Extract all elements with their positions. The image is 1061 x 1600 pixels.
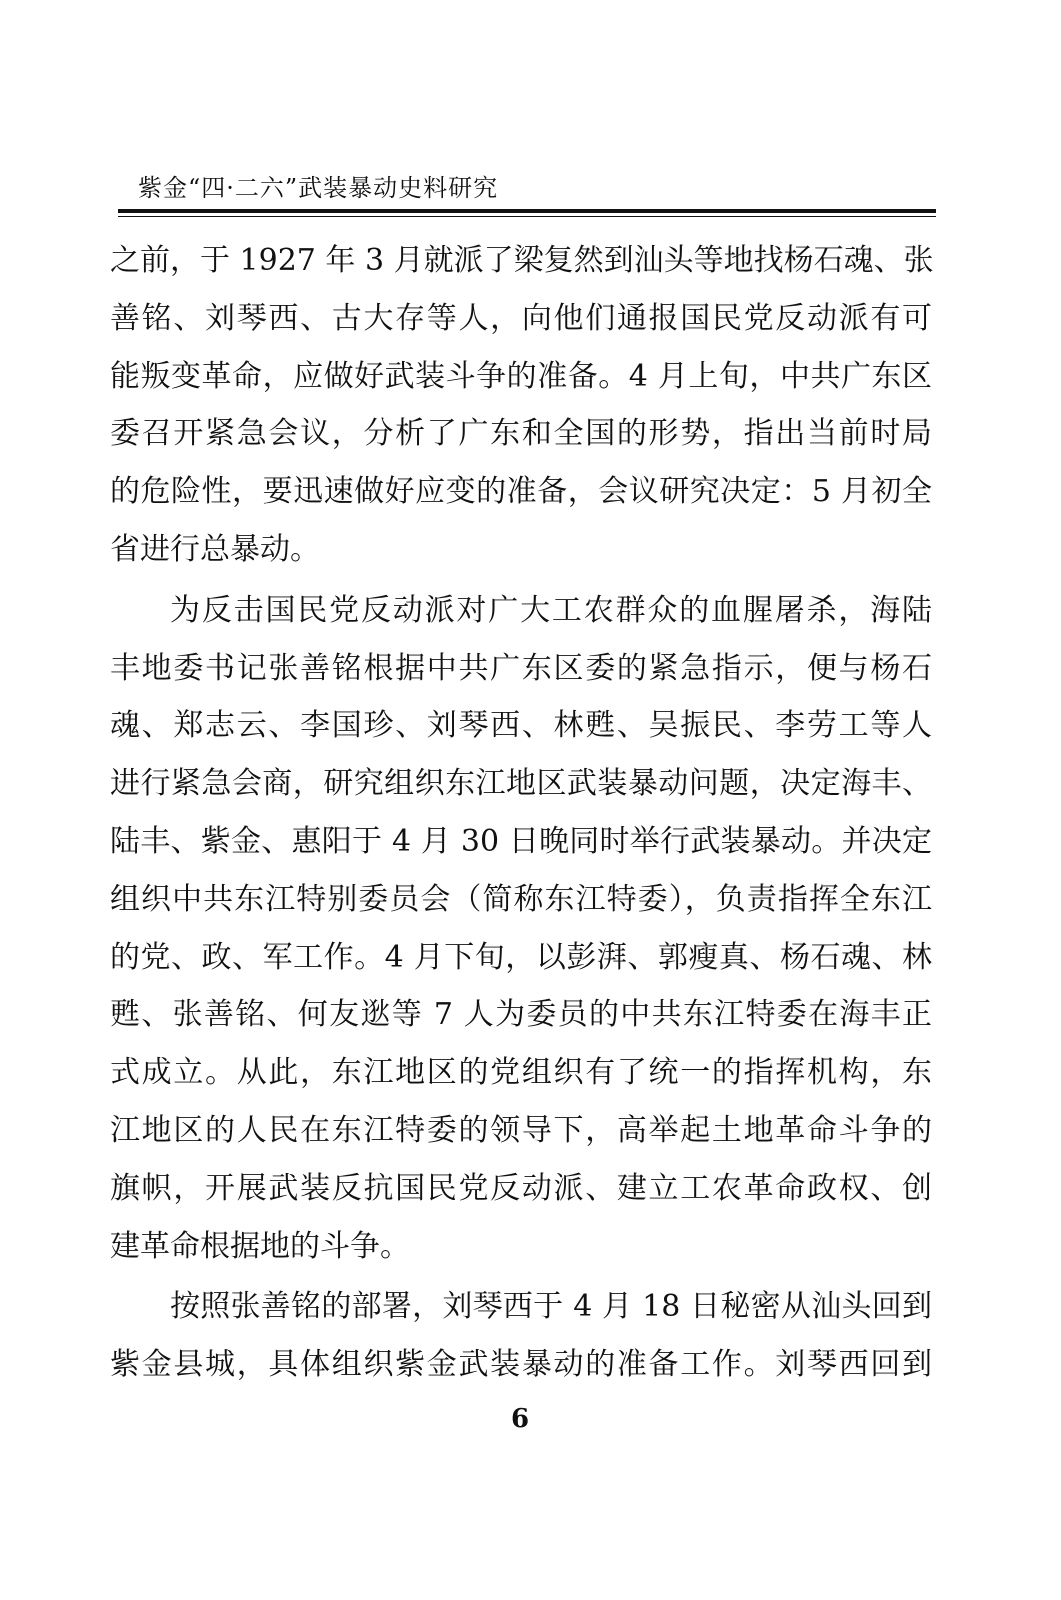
text-line: 甦、张善铭、何友逖等 7 人为委员的中共东江特委在海丰正 <box>110 997 932 1033</box>
text-line: 式成立。从此，东江地区的党组织有了统一的指挥机构，东 <box>110 1055 932 1091</box>
text-line: 委召开紧急会议，分析了广东和全国的形势，指出当前时局 <box>110 416 932 452</box>
text-line: 紫金县城，具体组织紫金武装暴动的准备工作。刘琴西回到 <box>110 1347 932 1383</box>
header-rule-thin <box>118 216 936 217</box>
text-line: 旗帜，开展武装反抗国民党反动派、建立工农革命政权、创 <box>110 1170 932 1206</box>
text-line: 之前，于 1927 年 3 月就派了梁复然到汕头等地找杨石魂、张 <box>110 243 934 278</box>
text-line: 为反击国民党反动派对广大工农群众的血腥屠杀，海陆 <box>170 592 932 628</box>
text-line: 江地区的人民在东江特委的领导下，高举起土地革命斗争的 <box>110 1112 932 1148</box>
text-line: 陆丰、紫金、惠阳于 4 月 30 日晚同时举行武装暴动。并决定 <box>110 823 932 859</box>
text-line: 进行紧急会商，研究组织东江地区武装暴动问题，决定海丰、 <box>110 766 932 802</box>
text-line: 按照张善铭的部署，刘琴西于 4 月 18 日秘密从汕头回到 <box>170 1289 932 1325</box>
text-line: 省进行总暴动。 <box>110 531 320 567</box>
header-rule-thick <box>118 209 936 213</box>
text-line: 的党、政、军工作。4 月下旬，以彭湃、郭瘦真、杨石魂、林 <box>110 939 932 975</box>
text-line: 建革命根据地的斗争。 <box>110 1228 410 1264</box>
running-header-title: 紫金“四·二六”武装暴动史料研究 <box>138 174 499 202</box>
text-line: 能叛变革命，应做好武装斗争的准备。4 月上旬，中共广东区 <box>110 358 932 394</box>
text-line: 组织中共东江特别委员会（简称东江特委），负责指挥全东江 <box>110 881 932 917</box>
text-line: 魂、郑志云、李国珍、刘琴西、林甦、吴振民、李劳工等人 <box>110 708 932 744</box>
page-number: 6 <box>510 1404 530 1434</box>
text-line: 丰地委书记张善铭根据中共广东区委的紧急指示，便与杨石 <box>110 650 932 686</box>
body-text <box>110 232 932 1394</box>
text-line: 的危险性，要迅速做好应变的准备，会议研究决定：5 月初全 <box>110 474 932 510</box>
text-line: 善铭、刘琴西、古大存等人，向他们通报国民党反动派有可 <box>110 300 932 336</box>
